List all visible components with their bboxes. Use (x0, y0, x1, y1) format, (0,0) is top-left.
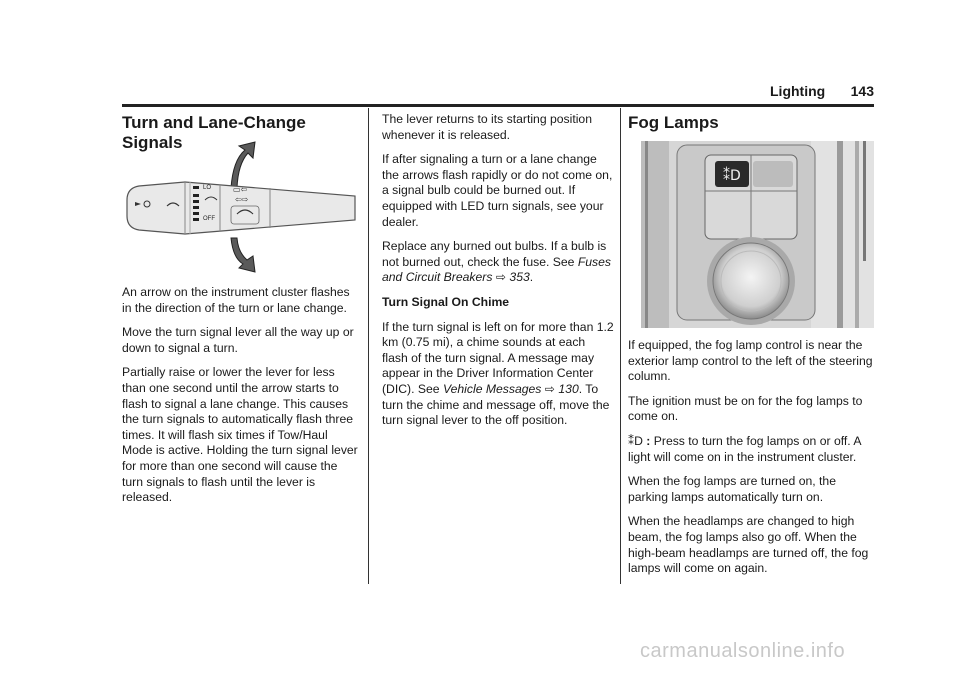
column-divider (368, 108, 369, 584)
page-ref[interactable]: 353 (509, 270, 530, 285)
paragraph: ⁑D : Press to turn the fog lamps on or off. A light will come on in the instrument cluster. (628, 433, 861, 464)
turn-signal-lever-illustration (125, 140, 357, 275)
header-rule (122, 104, 874, 107)
fuses-link[interactable]: Fuses and Circuit Breakers (382, 254, 612, 285)
watermark: carmanualsonline.info (640, 640, 846, 662)
paragraph: The ignition must be on for the fog lamps to come on. (628, 393, 863, 424)
paragraph: Move the turn signal lever all the way up or down to signal a turn. (122, 325, 354, 355)
paragraph: If the turn signal is left on for more than 1.2 km (0.75 mi), a chime sounds at each flash of the turn signal. A message may appear in the Driver Information Center (DIC). See Vehicle Messages ⇨ 130. To turn the chime and message off, move the turn signal lever to the off position. (382, 319, 614, 428)
page-ref[interactable]: 130 (558, 381, 579, 396)
section-heading: Fog Lamps (628, 113, 719, 132)
paragraph: An arrow on the instrument cluster flashes in the direction of the turn or lane change. (122, 285, 350, 315)
down-arrow-icon (231, 238, 255, 272)
paragraph: Partially raise or lower the lever for less than one second until the arrow starts to flash to signal a lane change. This causes the turn signals to automatically flash three times. It will flash six times if Tow/Haul Mode is active. Holding the turn signal lever for more than one second will cause the turn signals to flash until the lever is released. (122, 365, 358, 505)
column-1-body (122, 285, 360, 515)
column-3-body (628, 338, 874, 586)
column-2 (382, 112, 614, 438)
up-arrow-icon (231, 142, 255, 188)
off-label: OFF (203, 216, 215, 222)
page-number: 143 (850, 83, 874, 99)
paragraph: If equipped, the fog lamp control is near the exterior lamp control to the left of the steering column. (628, 338, 873, 384)
page-header (770, 83, 874, 105)
paragraph: When the fog lamps are turned on, the parking lamps automatically turn on. (628, 474, 836, 504)
fog-lamp-control-photo (641, 141, 874, 328)
column-3 (628, 113, 874, 133)
paragraph: Replace any burned out bulbs. If a bulb is not burned out, check the fuse. See Fuses and Circuit Breakers ⇨ 353. (382, 239, 612, 285)
section-title: Lighting (770, 83, 826, 99)
fog-lamp-icon: ⁑D (723, 168, 741, 184)
column-divider (620, 108, 621, 584)
paragraph: When the headlamps are changed to high beam, the fog lamps also go off. When the high-beam headlamps are turned off, the fog lamps will come on again. (628, 514, 869, 576)
subheading: Turn Signal On Chime (382, 294, 510, 309)
page-ref-arrow-icon: ⇨ (544, 381, 556, 396)
vehicle-messages-link[interactable]: Vehicle Messages (442, 381, 542, 396)
fog-lamp-icon: ⁑D (628, 433, 643, 448)
paragraph: The lever returns to its starting position whenever it is released. (382, 112, 592, 142)
washer-direction-icon: ⇦⇨ (235, 195, 249, 204)
lo-label: LO (203, 185, 212, 191)
washer-icon: ▭⇦ (233, 185, 248, 194)
section-heading: Turn and Lane-Change Signals (122, 113, 306, 152)
page-ref-arrow-icon: ⇨ (495, 270, 507, 285)
paragraph: If after signaling a turn or a lane change the arrows flash rapidly or do not come on, a signal bulb could be burned out. If equipped with LED turn signals, see your dealer. (382, 152, 613, 229)
